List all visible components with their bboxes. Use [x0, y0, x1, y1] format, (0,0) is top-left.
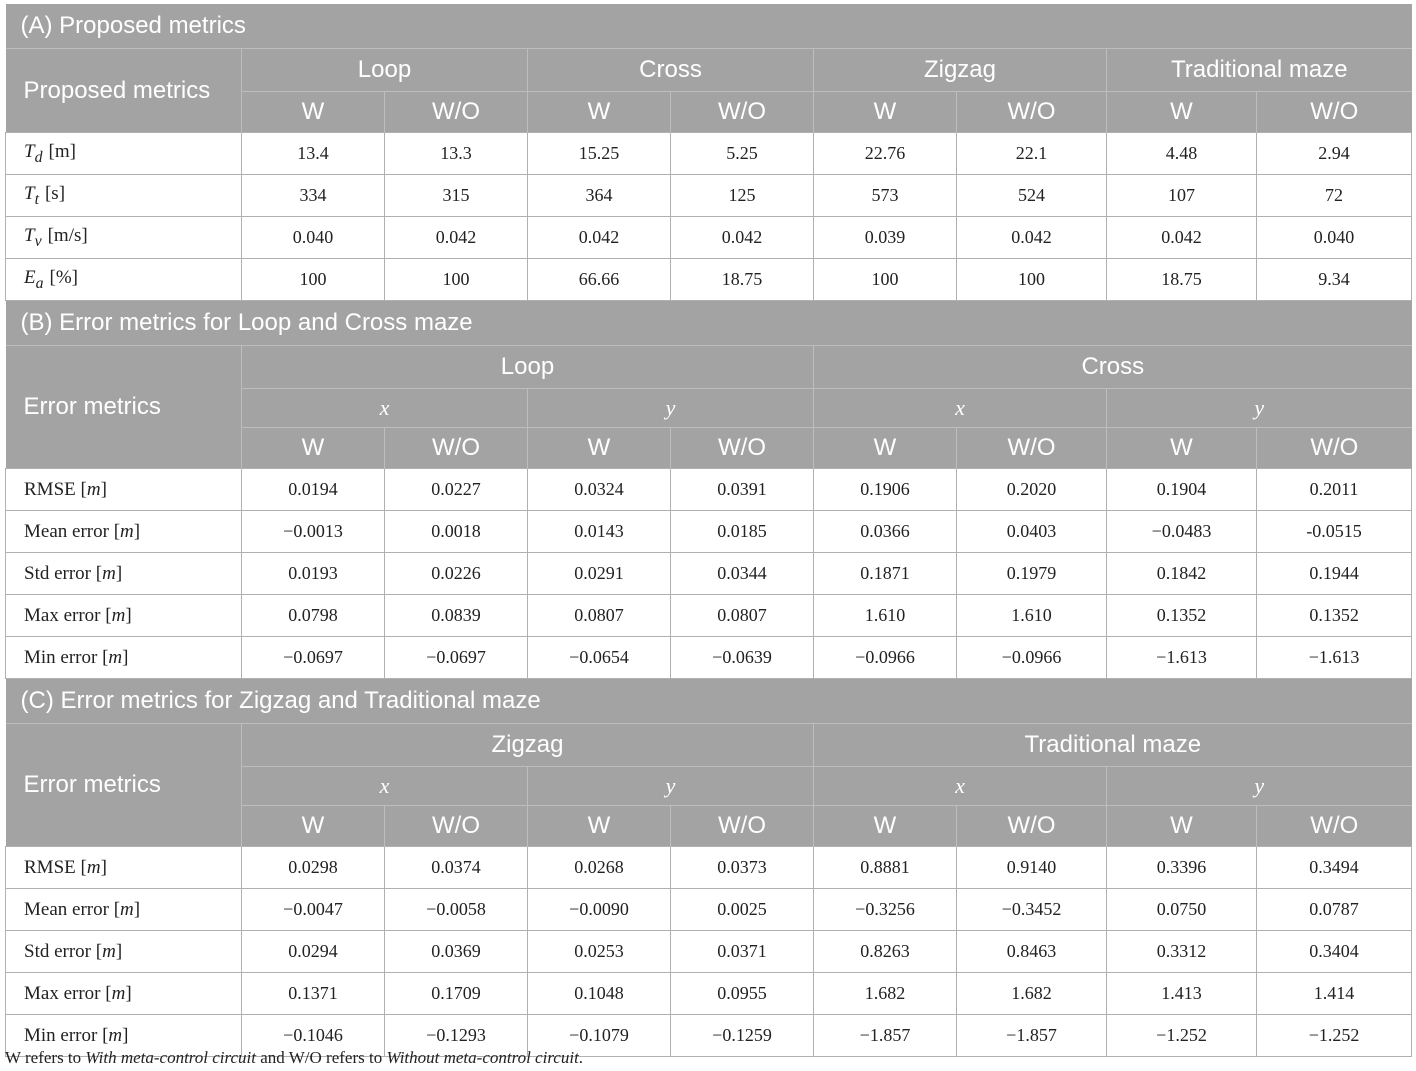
table-cell: −0.0966: [814, 637, 957, 679]
condition-header: W/O: [385, 92, 528, 133]
axis-header: x: [814, 767, 1107, 806]
table-cell: 0.0193: [242, 553, 385, 595]
table-cell: 9.34: [1257, 259, 1412, 301]
table-cell: 0.0025: [671, 889, 814, 931]
table-cell: 0.042: [1107, 217, 1257, 259]
table-cell: −0.3256: [814, 889, 957, 931]
table-cell: 0.040: [242, 217, 385, 259]
table-cell: 18.75: [1107, 259, 1257, 301]
condition-header: W: [528, 92, 671, 133]
table-cell: 0.0018: [385, 511, 528, 553]
table-cell: 0.0226: [385, 553, 528, 595]
table-cell: 66.66: [528, 259, 671, 301]
table-footnote: [5, 1048, 583, 1068]
row-label: [6, 133, 242, 175]
table-cell: 0.1352: [1257, 595, 1412, 637]
section-b-title: (B) Error metrics for Loop and Cross maze: [6, 301, 1412, 346]
table-cell: −1.613: [1257, 637, 1412, 679]
table-cell: 1.413: [1107, 973, 1257, 1015]
section-a-title: (A) Proposed metrics: [6, 4, 1412, 49]
metric-unit: m: [86, 478, 101, 500]
table-cell: −0.0090: [528, 889, 671, 931]
axis-header: y: [1107, 767, 1412, 806]
table-cell: 0.0807: [528, 595, 671, 637]
table-cell: 0.0403: [957, 511, 1107, 553]
bracket: ]: [133, 520, 141, 542]
table-cell: 0.2011: [1257, 469, 1412, 511]
table-cell: 0.8881: [814, 847, 957, 889]
group-header: Cross: [528, 49, 814, 92]
condition-header: W/O: [1257, 428, 1412, 469]
table-cell: −1.857: [814, 1015, 957, 1057]
bracket: ]: [115, 562, 123, 584]
table-row: [6, 595, 1412, 637]
table-row: [6, 259, 1412, 301]
table-cell: 0.3494: [1257, 847, 1412, 889]
group-header: Zigzag: [242, 724, 814, 767]
table-row: [6, 133, 1412, 175]
metric-name: Std error: [24, 940, 92, 962]
bracket: [: [100, 982, 112, 1004]
table-cell: 0.1979: [957, 553, 1107, 595]
metric-name: RMSE: [24, 478, 76, 500]
table-cell: 1.414: [1257, 973, 1412, 1015]
table-cell: 0.0371: [671, 931, 814, 973]
table-cell: 107: [1107, 175, 1257, 217]
bracket: [: [91, 940, 103, 962]
table-cell: 364: [528, 175, 671, 217]
table-cell: 0.1871: [814, 553, 957, 595]
row-label: [6, 553, 242, 595]
table-cell: 0.0291: [528, 553, 671, 595]
table-cell: 0.0374: [385, 847, 528, 889]
table-cell: 2.94: [1257, 133, 1412, 175]
metric-unit: m: [102, 562, 116, 584]
table-cell: 0.042: [671, 217, 814, 259]
table-cell: 100: [385, 259, 528, 301]
table-cell: −1.252: [1107, 1015, 1257, 1057]
table-cell: 0.0839: [385, 595, 528, 637]
condition-header: W/O: [385, 428, 528, 469]
table-cell: 100: [242, 259, 385, 301]
table-cell: 125: [671, 175, 814, 217]
bracket: ]: [125, 982, 132, 1004]
metric-unit: m: [102, 940, 116, 962]
table-cell: 0.042: [528, 217, 671, 259]
table-cell: −0.0013: [242, 511, 385, 553]
table-cell: 524: [957, 175, 1107, 217]
proposed-metrics-table: [5, 4, 1412, 301]
condition-header: W: [242, 806, 385, 847]
axis-header: y: [528, 767, 814, 806]
bracket: ]: [122, 646, 129, 668]
table-cell: 0.1371: [242, 973, 385, 1015]
bracket: [: [97, 646, 109, 668]
table-cell: 0.040: [1257, 217, 1412, 259]
table-cell: 13.3: [385, 133, 528, 175]
table-cell: 0.3396: [1107, 847, 1257, 889]
footnote-text: and W/O refers to: [256, 1048, 387, 1067]
metric-name: Max error: [24, 982, 101, 1004]
metric-symbol: T: [24, 140, 35, 162]
metric-unit: m: [86, 856, 101, 878]
table-cell: 0.1842: [1107, 553, 1257, 595]
table-cell: 0.042: [385, 217, 528, 259]
table-cell: 0.0194: [242, 469, 385, 511]
bracket: [: [108, 520, 121, 542]
row-label: [6, 931, 242, 973]
condition-header: W: [1107, 806, 1257, 847]
table-cell: 0.0185: [671, 511, 814, 553]
row-label: [6, 469, 242, 511]
table-row: [6, 931, 1412, 973]
table-cell: −1.857: [957, 1015, 1107, 1057]
table-cell: −0.0058: [385, 889, 528, 931]
table-cell: 0.0324: [528, 469, 671, 511]
metric-unit: m: [111, 982, 126, 1004]
table-cell: 0.2020: [957, 469, 1107, 511]
bracket: [: [91, 562, 103, 584]
table-cell: −0.1079: [528, 1015, 671, 1057]
table-cell: 100: [957, 259, 1107, 301]
row-label: [6, 889, 242, 931]
table-cell: 315: [385, 175, 528, 217]
metric-symbol: T: [24, 182, 35, 204]
table-cell: −0.1259: [671, 1015, 814, 1057]
section-c-title: (C) Error metrics for Zigzag and Traditional maze: [6, 679, 1412, 724]
table-cell: 100: [814, 259, 957, 301]
bracket: [: [75, 856, 87, 878]
table-cell: 0.0366: [814, 511, 957, 553]
condition-header: W: [528, 806, 671, 847]
condition-header: W: [242, 92, 385, 133]
metric-name: Mean error: [24, 898, 109, 920]
condition-header: W/O: [957, 92, 1107, 133]
table-row: [6, 553, 1412, 595]
bracket: ]: [122, 1024, 129, 1046]
table-cell: 573: [814, 175, 957, 217]
group-header: Loop: [242, 346, 814, 389]
metric-subscript: v: [34, 232, 42, 250]
table-cell: 72: [1257, 175, 1412, 217]
bracket: [: [108, 898, 121, 920]
metric-unit: [m/s]: [47, 224, 88, 246]
table-cell: 1.682: [957, 973, 1107, 1015]
table-cell: −1.613: [1107, 637, 1257, 679]
condition-header: W/O: [957, 428, 1107, 469]
row-label: [6, 847, 242, 889]
metric-name: Min error: [24, 646, 98, 668]
row-header: Proposed metrics: [23, 76, 211, 104]
condition-header: W: [814, 806, 957, 847]
table-cell: −0.0697: [242, 637, 385, 679]
condition-header: W/O: [671, 428, 814, 469]
condition-header: W: [1107, 92, 1257, 133]
row-label: [6, 637, 242, 679]
bracket: [: [97, 1024, 109, 1046]
loop-cross-error-table: [5, 301, 1412, 679]
table-row: [6, 973, 1412, 1015]
condition-header: W: [814, 428, 957, 469]
table-cell: 0.0391: [671, 469, 814, 511]
axis-header: x: [242, 389, 528, 428]
condition-header: W: [528, 428, 671, 469]
table-cell: −0.0654: [528, 637, 671, 679]
metric-unit: m: [111, 604, 126, 626]
table-cell: −0.0483: [1107, 511, 1257, 553]
table-cell: 0.1904: [1107, 469, 1257, 511]
group-header: Zigzag: [814, 49, 1107, 92]
table-cell: 334: [242, 175, 385, 217]
table-cell: −0.0697: [385, 637, 528, 679]
bracket: ]: [125, 604, 132, 626]
table-cell: 0.8463: [957, 931, 1107, 973]
table-cell: 0.8263: [814, 931, 957, 973]
axis-header: y: [528, 389, 814, 428]
condition-header: W/O: [385, 806, 528, 847]
table-cell: 0.0787: [1257, 889, 1412, 931]
table-cell: 0.1048: [528, 973, 671, 1015]
metric-name: Mean error: [24, 520, 109, 542]
row-label: [6, 217, 242, 259]
table-row: [6, 889, 1412, 931]
row-header: Error metrics: [23, 771, 161, 798]
table-cell: 1.610: [957, 595, 1107, 637]
bracket: ]: [115, 940, 123, 962]
condition-header: W/O: [671, 806, 814, 847]
table-cell: 1.610: [814, 595, 957, 637]
row-label: [6, 511, 242, 553]
metric-subscript: t: [34, 190, 39, 208]
table-row: [6, 511, 1412, 553]
bracket: ]: [100, 856, 107, 878]
results-table-container: [5, 4, 1411, 1057]
condition-header: W/O: [957, 806, 1107, 847]
metric-unit: m: [108, 646, 123, 668]
footnote-emphasis: With meta-control circuit: [85, 1048, 257, 1067]
table-cell: 0.9140: [957, 847, 1107, 889]
metric-name: Min error: [24, 1024, 98, 1046]
table-cell: 5.25: [671, 133, 814, 175]
table-cell: −0.1046: [242, 1015, 385, 1057]
bracket: ]: [133, 898, 141, 920]
row-label: [6, 259, 242, 301]
condition-header: W: [242, 428, 385, 469]
table-cell: 0.0294: [242, 931, 385, 973]
metric-unit: m: [120, 520, 134, 542]
axis-header: x: [242, 767, 528, 806]
metric-name: Max error: [24, 604, 101, 626]
table-cell: 0.0955: [671, 973, 814, 1015]
group-header: Traditional maze: [814, 724, 1412, 767]
metric-name: Std error: [24, 562, 92, 584]
table-cell: 0.0807: [671, 595, 814, 637]
row-header: Error metrics: [23, 393, 161, 420]
metric-unit: [s]: [44, 182, 66, 204]
condition-header: W: [814, 92, 957, 133]
table-cell: −0.0639: [671, 637, 814, 679]
table-row: [6, 175, 1412, 217]
table-cell: 0.0143: [528, 511, 671, 553]
table-row: [6, 637, 1412, 679]
table-cell: 0.0750: [1107, 889, 1257, 931]
metric-unit: [m]: [48, 140, 76, 162]
row-label: [6, 595, 242, 637]
table-cell: 0.3404: [1257, 931, 1412, 973]
table-cell: −0.0047: [242, 889, 385, 931]
table-cell: 0.0253: [528, 931, 671, 973]
condition-header: W/O: [1257, 92, 1412, 133]
zigzag-traditional-error-table: [5, 679, 1412, 1057]
metric-name: RMSE: [24, 856, 76, 878]
table-cell: 18.75: [671, 259, 814, 301]
table-cell: 0.1352: [1107, 595, 1257, 637]
row-label: [6, 973, 242, 1015]
table-cell: 0.1944: [1257, 553, 1412, 595]
table-cell: 0.042: [957, 217, 1107, 259]
row-label: [6, 175, 242, 217]
bracket: ]: [100, 478, 107, 500]
metric-unit: [%]: [49, 266, 79, 288]
footnote-text: .: [578, 1048, 584, 1067]
table-cell: 22.1: [957, 133, 1107, 175]
table-cell: -0.0515: [1257, 511, 1412, 553]
table-cell: 0.0298: [242, 847, 385, 889]
table-row: [6, 469, 1412, 511]
table-row: [6, 217, 1412, 259]
table-cell: −0.1293: [385, 1015, 528, 1057]
group-header: Loop: [242, 49, 528, 92]
table-cell: −0.0966: [957, 637, 1107, 679]
table-cell: 0.0373: [671, 847, 814, 889]
condition-header: W/O: [671, 92, 814, 133]
condition-header: W/O: [1257, 806, 1412, 847]
table-cell: 0.1709: [385, 973, 528, 1015]
table-cell: 22.76: [814, 133, 957, 175]
condition-header: W: [1107, 428, 1257, 469]
table-cell: 0.039: [814, 217, 957, 259]
group-header: Cross: [814, 346, 1412, 389]
group-header: Traditional maze: [1107, 49, 1412, 92]
table-cell: 0.0268: [528, 847, 671, 889]
bracket: [: [100, 604, 112, 626]
metric-subscript: d: [34, 148, 43, 166]
bracket: [: [75, 478, 87, 500]
axis-header: x: [814, 389, 1107, 428]
axis-header: y: [1107, 389, 1412, 428]
metric-symbol: E: [24, 266, 36, 288]
metric-unit: m: [120, 898, 134, 920]
table-cell: 15.25: [528, 133, 671, 175]
table-cell: 0.0798: [242, 595, 385, 637]
footnote-emphasis: Without meta-control circuit: [386, 1048, 579, 1067]
table-cell: 0.0369: [385, 931, 528, 973]
metric-unit: m: [108, 1024, 123, 1046]
table-cell: 0.3312: [1107, 931, 1257, 973]
table-cell: −1.252: [1257, 1015, 1412, 1057]
table-cell: 0.0227: [385, 469, 528, 511]
table-cell: −0.3452: [957, 889, 1107, 931]
table-cell: 4.48: [1107, 133, 1257, 175]
metric-symbol: T: [24, 224, 35, 246]
table-row: [6, 847, 1412, 889]
table-cell: 0.0344: [671, 553, 814, 595]
table-cell: 1.682: [814, 973, 957, 1015]
metric-subscript: a: [35, 274, 44, 292]
table-cell: 13.4: [242, 133, 385, 175]
table-cell: 0.1906: [814, 469, 957, 511]
footnote-text: W refers to: [5, 1048, 86, 1067]
